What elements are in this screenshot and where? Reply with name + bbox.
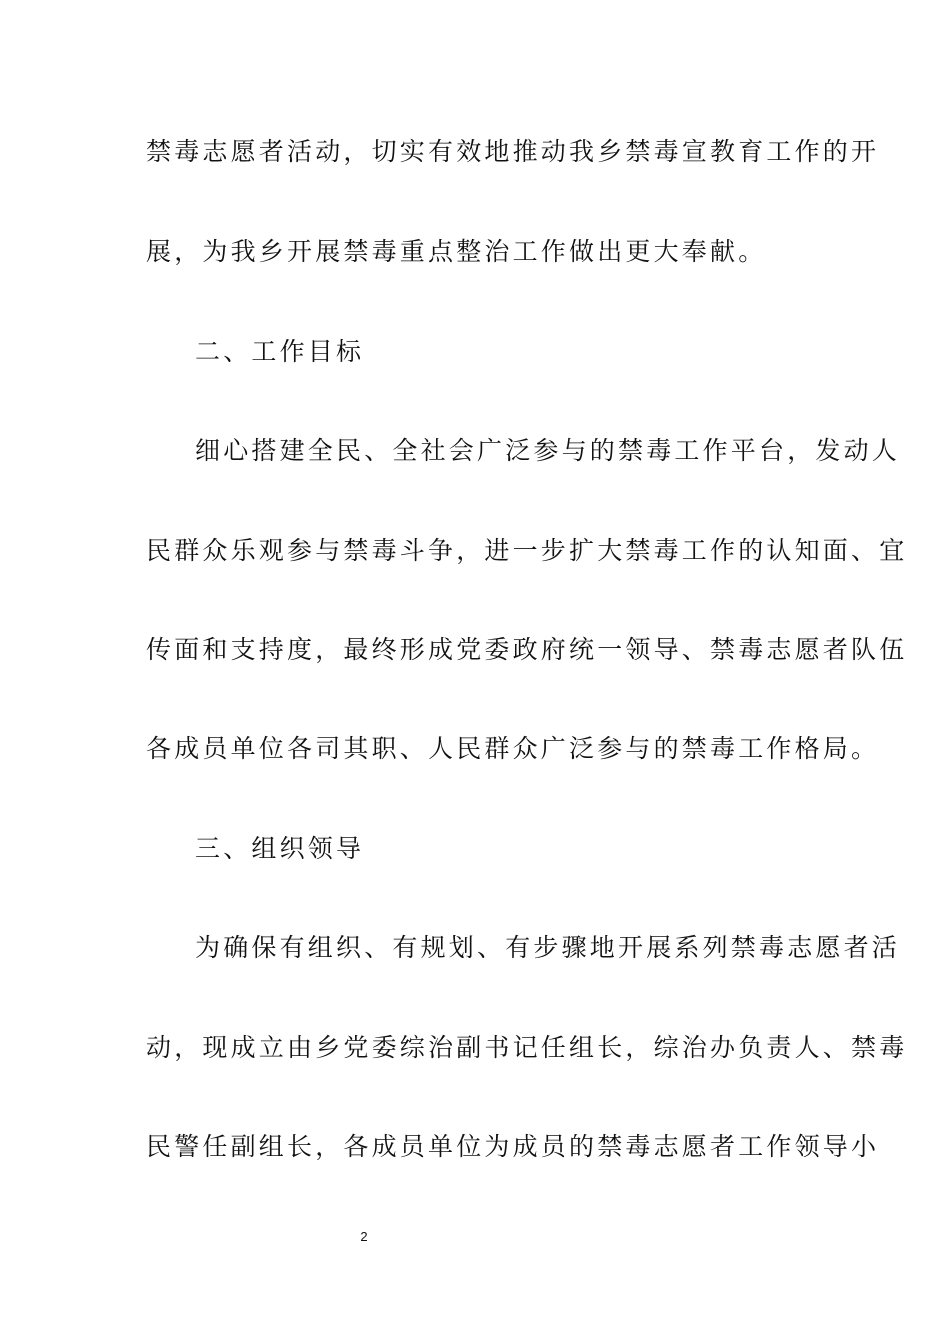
- section-heading: 二、工作目标: [195, 337, 365, 366]
- body-text-line: 各成员单位各司其职、人民群众广泛参与的禁毒工作格局。: [146, 734, 880, 763]
- paragraph-first-line: 细心搭建全民、全社会广泛参与的禁毒工作平台，发动人: [195, 436, 901, 465]
- body-text-line: 民群众乐观参与禁毒斗争，进一步扩大禁毒工作的认知面、宜: [146, 536, 908, 565]
- body-text-line: 传面和支持度，最终形成党委政府统一领导、禁毒志愿者队伍: [146, 635, 908, 664]
- body-text-line: 禁毒志愿者活动，切实有效地推动我乡禁毒宣教育工作的开: [146, 137, 880, 166]
- body-text-line: 动，现成立由乡党委综治副书记任组长，综治办负责人、禁毒: [146, 1033, 908, 1062]
- body-text-line: 民警任副组长，各成员单位为成员的禁毒志愿者工作领导小: [146, 1132, 880, 1161]
- paragraph-first-line: 为确保有组织、有规划、有步骤地开展系列禁毒志愿者活: [195, 933, 901, 962]
- body-text-line: 展，为我乡开展禁毒重点整治工作做出更大奉献。: [146, 237, 767, 266]
- section-heading: 三、组织领导: [195, 834, 365, 863]
- page-number: 2: [360, 1229, 368, 1244]
